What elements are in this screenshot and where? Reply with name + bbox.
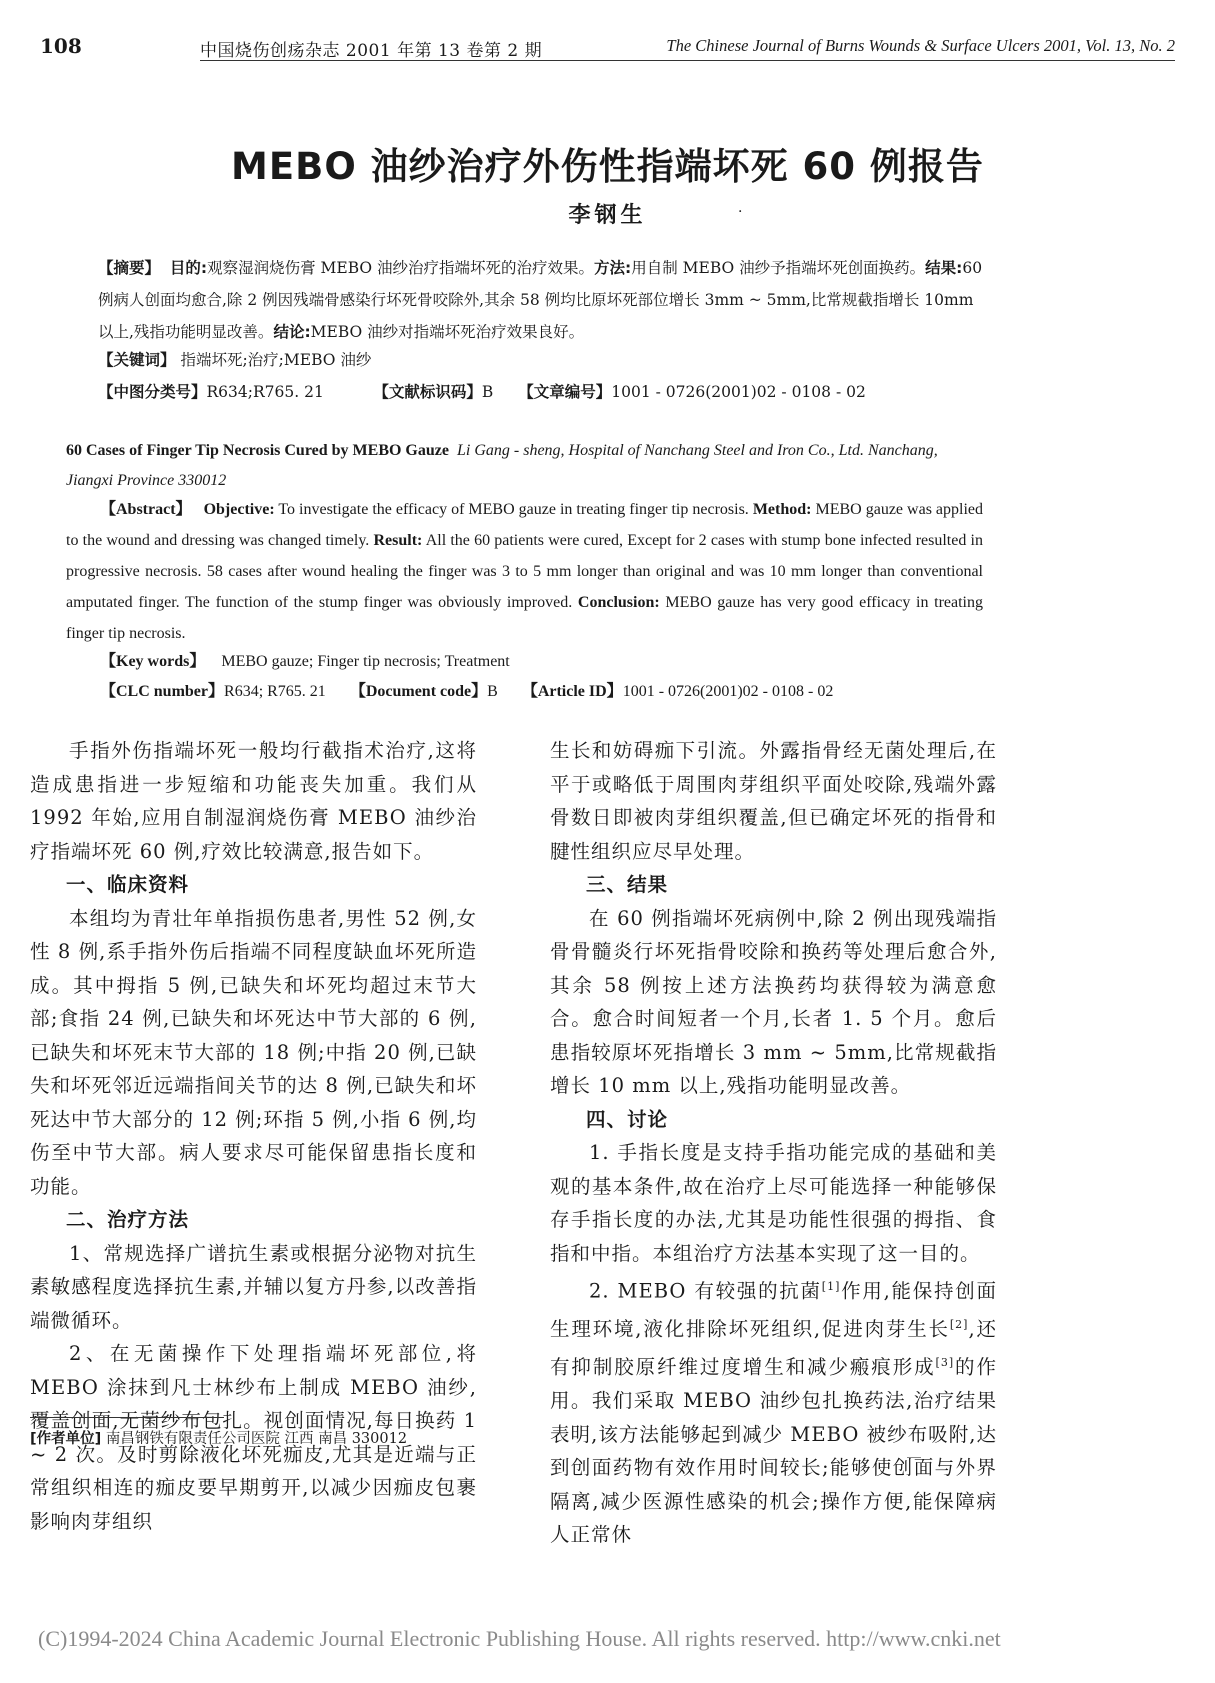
journal-name-en: The Chinese Journal of Burns Wounds & Surface Ulcers 2001, Vol. 13, No. 2	[666, 36, 1175, 55]
en-keywords	[100, 648, 510, 671]
running-header	[40, 34, 1175, 64]
en-keywords-text: MEBO gauze; Finger tip necrosis; Treatment	[221, 653, 510, 670]
author-affiliation-footnote	[30, 1427, 407, 1448]
cn-clc-value: R634;R765. 21	[206, 383, 324, 401]
cn-doc-value: B	[481, 383, 494, 401]
discussion-text-b: 作用,能保持创面生理环境,液化排除坏死组织,促进肉芽生长	[550, 1279, 997, 1341]
en-clc-value: R634; R765. 21	[224, 683, 326, 700]
cn-id-label: 【文章编号】	[518, 383, 612, 401]
en-method-label: Method:	[752, 501, 812, 518]
page-number: 108	[40, 34, 82, 58]
treatment-paragraph-1: 1、常规选择广谱抗生素或根据分泌物对抗生素敏感程度选择抗生素,并辅以复方丹参,以改善指端微循环。	[30, 1241, 477, 1332]
en-abstract-label: 【Abstract】	[100, 501, 192, 518]
header-rule	[200, 60, 1175, 61]
cn-doc-label: 【文献标识码】	[373, 383, 482, 401]
cn-conclusion-text: MEBO 油纱对指端坏死治疗效果良好。	[310, 323, 585, 341]
cn-result-label: 结果:	[925, 259, 963, 277]
cn-method-label: 方法:	[594, 259, 632, 277]
en-conclusion-text: MEBO gauze has very good efficacy in treating finger tip necrosis.	[66, 594, 983, 642]
en-title-block	[66, 436, 986, 496]
article-author: 李钢生	[568, 203, 647, 228]
en-conclusion-label: Conclusion:	[577, 594, 660, 611]
discussion-text-d: 的作用。我们采取 MEBO 油纱包扎换药法,治疗结果表明,该方法能够起到减少 MEBO 被纱布吸附,达到创面药物有效作用时间较长;能够使创面与外界隔离,减少医源性感染的机会;操作方便,能保障病人正常休	[550, 1355, 997, 1546]
results-paragraph: 在 60 例指端坏死病例中,除 2 例出现残端指骨骨髓炎行坏死指骨咬除和换药等处理后愈合外,其余 58 例按上述方法换药均获得较为满意愈合。愈合时间短者一个月,长者 1. 5 个月。愈后患指较原坏死指增长 3 mm ~ 5mm,比常规截指增长 10 mm 以上,残指功能明显改善。	[550, 906, 997, 1097]
discussion-paragraph-2	[550, 1270, 997, 1552]
en-author-affiliation: Li Gang - sheng, Hospital of Nanchang Steel and Iron Co., Ltd. Nanchang, Jiangxi Province 330012	[66, 442, 938, 489]
journal-name-cn: 中国烧伤创疡杂志 2001 年第 13 卷第 2 期	[200, 41, 543, 61]
cn-abstract-label: 【摘要】	[98, 259, 161, 277]
cn-keywords-label: 【关键词】	[98, 351, 176, 369]
cn-abstract	[98, 252, 983, 348]
reference-1[interactable]: [1]	[821, 1280, 841, 1293]
cn-clc-label: 【中图分类号】	[98, 383, 207, 401]
en-title: 60 Cases of Finger Tip Necrosis Cured by MEBO Gauze	[66, 442, 449, 459]
scan-mark	[907, 1457, 921, 1458]
cn-keywords	[98, 348, 371, 370]
en-result-label: Result:	[373, 532, 423, 549]
cn-conclusion-label: 结论:	[273, 323, 311, 341]
en-doc-label: 【Document code】	[349, 683, 488, 700]
en-doc-value: B	[487, 683, 498, 700]
en-objective-label: Objective:	[203, 501, 275, 518]
intro-paragraph: 手指外伤指端坏死一般均行截指术治疗,这将造成患指进一步短缩和功能丧失加重。我们从 1992 年始,应用自制湿润烧伤膏 MEBO 油纱治疗指端坏死 60 例,疗效比较满意,报告如下。	[30, 739, 477, 863]
cn-objective-text: 观察湿润烧伤膏 MEBO 油纱治疗指端坏死的治疗效果。	[207, 259, 595, 277]
en-result-text: All the 60 patients were cured, Except for 2 cases with stump bone infected resulted in progressive necrosis. 58 cases after wound healing the finger was 3 to 5 mm longer than original and was 10 mm longer than conventional amputated finger. The function of the stump finger was obviously improved.	[66, 532, 983, 611]
reference-3[interactable]: [3]	[935, 1356, 955, 1369]
en-keywords-label: 【Key words】	[100, 653, 206, 670]
discussion-text-a: 2. MEBO 有较强的抗菌	[589, 1279, 822, 1303]
cn-id-value: 1001 - 0726(2001)02 - 0108 - 02	[611, 383, 866, 401]
cn-keywords-text: 指端坏死;治疗;MEBO 油纱	[180, 351, 372, 369]
copyright-notice: (C)1994-2024 China Academic Journal Electronic Publishing House. All rights reserved. http://www.cnki.net	[38, 1626, 1001, 1651]
article-title: MEBO 油纱治疗外伤性指端坏死 60 例报告	[231, 145, 984, 188]
discussion-text-c: ,还有抑制胶原纤维过度增生和减少瘢痕形成	[550, 1317, 997, 1379]
en-abstract	[66, 494, 983, 649]
section-heading-clinical-data: 一、临床资料	[66, 873, 190, 896]
en-id-label: 【Article ID】	[521, 683, 623, 700]
reference-2[interactable]: [2]	[949, 1318, 969, 1331]
footnote-label: [作者单位]	[30, 1431, 102, 1447]
discussion-paragraph-1: 1. 手指长度是支持手指功能完成的基础和美观的基本条件,故在治疗上尽可能选择一种能够保存手指长度的办法,尤其是功能性很强的拇指、食指和中指。本组治疗方法基本实现了这一目的。	[550, 1141, 997, 1265]
en-clc-label: 【CLC number】	[100, 683, 225, 700]
section-heading-results: 三、结果	[586, 873, 669, 896]
en-method-text: MEBO gauze was applied to the wound and dressing was changed timely.	[66, 501, 984, 549]
cn-classification	[98, 380, 886, 402]
cn-method-text: 用自制 MEBO 油纱予指端坏死创面换药。	[631, 259, 926, 277]
clinical-data-paragraph: 本组均为青壮年单指损伤患者,男性 52 例,女性 8 例,系手指外伤后指端不同程度缺血坏死所造成。其中拇指 5 例,已缺失和坏死均超过末节大部;食指 24 例,已缺失和坏死达中节大部的 6 例,已缺失和坏死末节大部的 18 例;中指 20 例,已缺失和坏死邻近远端指间关节的达 8 例,已缺失和坏死达中节大部分的 12 例;环指 5 例,小指 6 例,均伤至中节大部。病人要求尽可能保留患指长度和功能。	[30, 906, 477, 1198]
footnote-text: 南昌钢铁有限责任公司医院 江西 南昌 330012	[105, 1431, 408, 1447]
footnote-rule	[30, 1417, 224, 1418]
en-objective-text: To investigate the efficacy of MEBO gauze in treating finger tip necrosis.	[278, 501, 749, 518]
cn-result-text: 60 例病人创面均愈合,除 2 例因残端骨感染行坏死骨咬除外,其余 58 例均比原坏死部位增长 3mm ~ 5mm,比常规截指增长 10mm 以上,残指功能明显改善。	[98, 259, 983, 341]
en-id-value: 1001 - 0726(2001)02 - 0108 - 02	[622, 683, 834, 700]
body-right-column	[550, 734, 997, 1552]
treatment-paragraph-2: 2、在无菌操作下处理指端坏死部位,将 MEBO 涂抹到凡士林纱布上制成 MEBO 油纱,覆盖创面,无菌纱布包扎。视创面情况,每日换药 1 ~ 2 次。及时剪除液化坏死痂皮,尤其是近端与正常组织相连的痂皮要早期剪开,以减少因痂皮包裹影响肉芽组织	[30, 1342, 477, 1533]
section-heading-treatment: 二、治疗方法	[66, 1208, 190, 1231]
en-classification	[100, 678, 853, 701]
section-heading-discussion: 四、讨论	[586, 1107, 669, 1131]
author-mark: ·	[738, 204, 743, 220]
treatment-paragraph-2-continued: 生长和妨碍痂下引流。外露指骨经无菌处理后,在平于或略低于周围肉芽组织平面处咬除,残端外露骨数日即被肉芽组织覆盖,但已确定坏死的指骨和腱性组织应尽早处理。	[550, 739, 997, 863]
cn-objective-label: 目的:	[169, 259, 208, 277]
